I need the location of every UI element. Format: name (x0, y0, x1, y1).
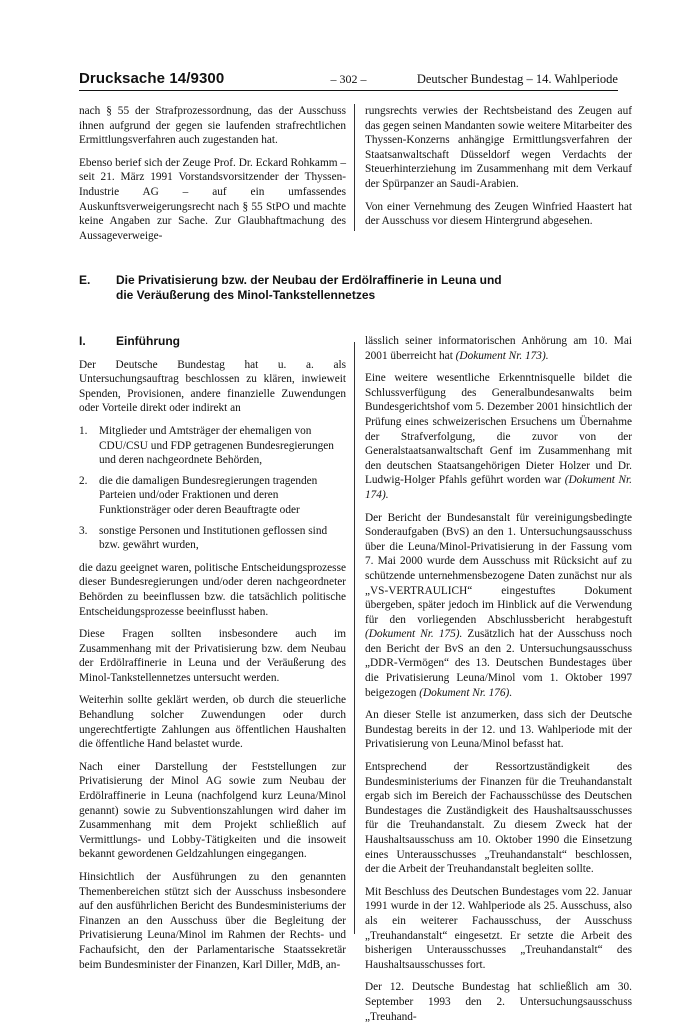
publisher: Deutscher Bundestag – 14. Wahlperiode (416, 72, 618, 86)
section-title (116, 273, 556, 303)
list-text: sonstige Personen und Institutionen geflossen sind bzw. gewährt wurden, (99, 524, 328, 552)
section-title-line: Die Privatisierung bzw. der Neubau der Erdölraffinerie in Leuna und (116, 273, 502, 287)
document-reference: (Dokument Nr. 175). (365, 628, 463, 641)
paragraph (365, 511, 632, 701)
page-header (79, 70, 618, 90)
top-right-column (365, 104, 632, 237)
paragraph: Mit Beschluss des Deutschen Bundestages vom 22. Januar 1991 wurde in der 12. Wahlperiode als 25. Ausschuss, also als ein weiterer Fachausschuss, der Ausschuss „Treuhandanstalt“ eingesetzt. Er setzte die Arbeit des bisherigen Unterausschusses „Treuhandanstalt“ des Haushaltsausschusses fort. (365, 885, 632, 971)
list-item (79, 524, 346, 553)
paragraph: rungsrechts verwies der Rechtsbeistand des Zeugen auf das gegen seinen Mandanten sowie weitere Mitarbeiter des Thyssen-Konzerns anhängige Ermittlungsverfahren der Staatsanwaltschaft Düsseldorf wegen Verdachts der Steuerhinterziehung im Zusammenhang mit dem Verkauf der Spürpanzer an Saudi-Arabien. (365, 105, 632, 190)
section-number: E. (79, 273, 91, 287)
paragraph (365, 334, 632, 363)
paragraph: Hinsichtlich der Ausführungen zu den genannten Themenbereichen stützt sich der Ausschuss insbesondere auf den ausführlichen Bericht des Bundesministeriums der Finanzen an den Ausschuss über die Begleitung der Privatisierung Leuna/Minol im Rahmen der Rechts- und Fachaufsicht, den der Parlamentarische Staatssekretär beim Bundesminister der Finanzen, Karl Diller, MdB, an- (79, 871, 346, 971)
doc-label: Drucksache (79, 70, 166, 87)
bottom-left-column (79, 334, 346, 980)
header-rule (79, 90, 618, 91)
paragraph: Der 12. Deutsche Bundestag hat schließlich am 30. September 1993 den 2. Untersuchungsausschuss „Treuhand- (365, 981, 632, 1023)
page-number: – 302 – (330, 72, 367, 86)
numbered-list (79, 424, 346, 553)
list-text: Mitglieder und Amtsträger der ehemaligen von CDU/CSU und FDP getragenen Bundesregierungen und deren nachgeordnete Behörden, (99, 424, 334, 467)
list-number: 1. (79, 424, 88, 437)
doc-number: 14/9300 (169, 70, 225, 87)
paragraph: nach § 55 der Strafprozessordnung, das der Ausschuss ihnen aufgrund der gegen sie laufenden strafrechtlichen Ermittlungsverfahren auch zugestanden hat. (79, 105, 346, 147)
list-number: 3. (79, 524, 88, 537)
bottom-right-column (365, 334, 632, 1032)
document-reference: (Dokument Nr. 174). (365, 474, 632, 501)
text: Zusätzlich hat der Ausschuss noch den Bericht der BvS an den 2. Untersuchungsausschuss „DDR-Vermögen“ des 13. Deutschen Bundestages über die Privatisierung Leuna/Minol vom 1. Oktober 1997 beigezogen (365, 628, 632, 699)
text: Eine weitere wesentliche Erkenntnisquelle bildet die Schlussverfügung des Generalbundesanwalts beim Bundesgerichtshof vom 5. Dezember 2001 hinsichtlich der Prüfung eines schweizerischen Ersuchens um Übernahme der Strafverfolgung, die zuvor von der Generalstaatsanwaltschaft Genf im Zusammenhang mit den deutschen Staatsangehörigen Dieter Holzer und Dr. Ludwig-Holger Pfahls geführt worden war (365, 372, 632, 487)
column-divider (354, 104, 355, 231)
paragraph: Der Deutsche Bundestag hat u. a. als Untersuchungsauftrag beschlossen zu klären, inwieweit Spenden, Provisionen, andere finanzielle Zuwendungen oder Vorteile direkt oder indirekt an (79, 358, 346, 415)
paragraph: Diese Fragen sollten insbesondere auch im Zusammenhang mit der Privatisierung bzw. dem Neubau der Erdölraffinerie in Leuna und der Veräußerung des Minol-Tankstellennetzes untersucht werden. (79, 628, 346, 684)
subsection-heading (79, 334, 346, 349)
text: lässlich seiner informatorischen Anhörung am 10. Mai 2001 überreicht hat (365, 335, 632, 362)
paragraph: Weiterhin sollte geklärt werden, ob durch die steuerliche Behandlung solcher Zuwendungen oder durch ungerechtfertigte Zahlungen aus öffentlichen Haushalten die öffentliche Hand belastet wurde. (79, 694, 346, 751)
list-number: 2. (79, 474, 88, 487)
paragraph: An dieser Stelle ist anzumerken, dass sich der Deutsche Bundestag bereits in der 12. und 13. Wahlperiode mit der Privatisierung von Leuna/Minol befasst hat. (365, 709, 632, 751)
paragraph: die dazu geeignet waren, politische Entscheidungsprozesse dieser Bundesregierungen und/oder deren nachgeordneter Behörden zu beeinflussen bzw. die tatsächlich politische Entscheidungsprozesse beeinflusst haben. (79, 561, 346, 618)
top-left-column (79, 104, 346, 251)
subsection-title: Einführung (116, 334, 180, 348)
list-item (79, 474, 346, 518)
list-text: die die damaligen Bundesregierungen tragenden Parteien und/oder Fraktionen und deren Funktionsträger oder deren Beauftragte oder (99, 474, 318, 516)
section-title-line: die Veräußerung des Minol-Tankstellennetzes (116, 288, 376, 302)
column-divider (354, 342, 355, 934)
paragraph: Entsprechend der Ressortzuständigkeit des Bundesministeriums der Finanzen für die Treuhandanstalt ergab sich im Bereich der Fachausschüsse des Deutschen Bundestages die Zuständigkeit des Haushaltsausschusses für die Treuhandanstalt. Zu diesem Zweck hat der Haushaltsausschuss am 10. Oktober 1990 die Einsetzung eines Unterausschusses „Treuhandanstalt“ beschlossen, der die Arbeit der Treuhandanstalt begleiten sollte. (365, 761, 632, 876)
list-item (79, 424, 346, 468)
paragraph (365, 371, 632, 502)
paragraph: Nach einer Darstellung der Feststellungen zur Privatisierung der Minol AG sowie zum Neubau der Erdölraffinerie in Leuna (nachfolgend kurz Leuna/Minol genannt) sowie zu Subventionszahlungen wird daher im Zusammenhang mit dem Projekt schließlich auf Vermittlungs- und Lobby-Tätigkeiten und die insoweit bekannt gewordenen Geldzahlungen eingegangen. (79, 760, 346, 861)
paragraph: Von einer Vernehmung des Zeugen Winfried Haastert hat der Ausschuss vor diesem Hintergrund abgesehen. (365, 200, 632, 228)
subsection-number: I. (79, 334, 86, 348)
paragraph: Ebenso berief sich der Zeuge Prof. Dr. Eckard Rohkamm – seit 21. März 1991 Vorstandsvorsitzender der Thyssen-Industrie AG – auf ein umfassendes Auskunftsverweigerungsrecht nach § 55 StPO und machte keine Angaben zur Sache. Zur Glaubhaftmachung des Aussageverweige- (79, 156, 346, 242)
document-reference: (Dokument Nr. 173). (455, 349, 549, 362)
document-reference: (Dokument Nr. 176). (419, 686, 513, 699)
text: Der Bericht der Bundesanstalt für vereinigungsbedingte Sonderaufgaben (BvS) an den 1. Untersuchungsausschuss über die Leuna/Minol-Privatisierung in der Fassung vom 7. Mai 2000 wurde dem Ausschuss mit Rücksicht auf zu schützende unternehmensbezogene Daten zunächst nur als „VS-VERTRAULICH“ eingestuftes Dokument übergeben, später jedoch im Hinblick auf die Verwendung für den vorliegenden Abschlussbericht herabgestuft (365, 511, 632, 626)
